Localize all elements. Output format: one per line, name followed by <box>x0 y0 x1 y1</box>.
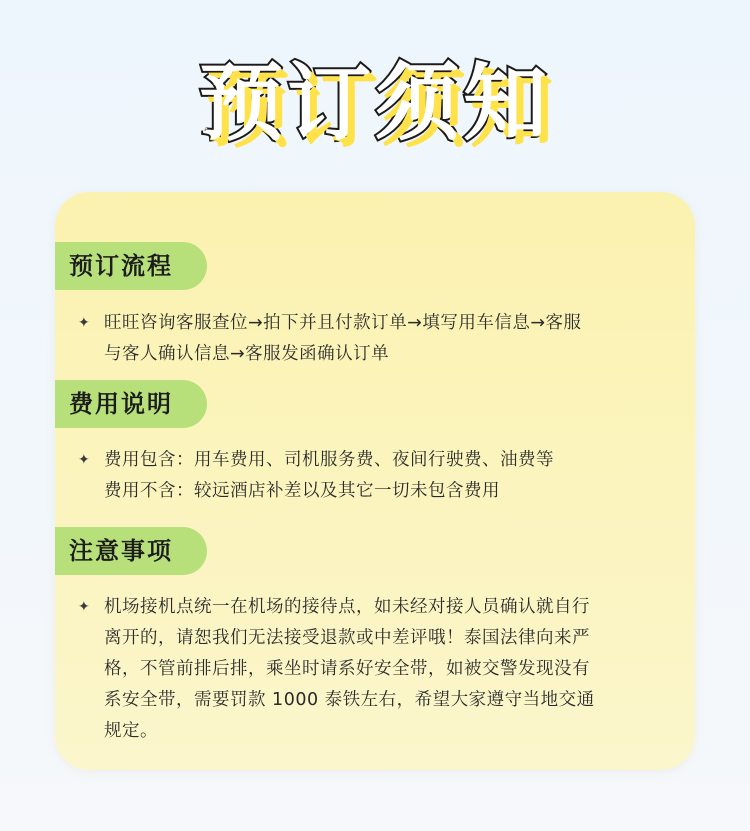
section-heading-booking-process: 预订流程 <box>55 242 207 290</box>
page-title: 预订须知 <box>198 54 551 152</box>
text-line: 机场接机点统一在机场的接待点，如未经对接人员确认就自行 <box>104 597 590 617</box>
four-point-star-icon: ✦ <box>78 599 90 615</box>
four-point-star-icon: ✦ <box>78 452 90 468</box>
text-line: 与客人确认信息→客服发函确认订单 <box>104 344 390 364</box>
section-heading-fee-description: 费用说明 <box>55 380 207 428</box>
list-item <box>78 308 678 370</box>
text-line: 格，不管前排后排，乘坐时请系好安全带，如被交警发现没有 <box>104 659 590 679</box>
text-line: 费用不含：较远酒店补差以及其它一切未包含费用 <box>104 481 500 501</box>
text-line: 系安全带，需要罚款 1000 泰铁左右，希望大家遵守当地交通 <box>104 690 595 710</box>
text-line: 离开的，请恕我们无法接受退款或中差评哦！泰国法律向来严 <box>104 628 590 648</box>
list-item <box>78 592 678 747</box>
four-point-star-icon: ✦ <box>78 315 90 331</box>
list-item-text <box>104 445 678 507</box>
text-line: 规定。 <box>104 721 158 741</box>
text-line: 费用包含：用车费用、司机服务费、夜间行驶费、油费等 <box>104 450 554 470</box>
section-heading-notes: 注意事项 <box>55 527 207 575</box>
list-item <box>78 445 678 507</box>
title-area <box>0 48 750 158</box>
text-line: 旺旺咨询客服查位→拍下并且付款订单→填写用车信息→客服 <box>104 313 582 333</box>
list-item-text <box>104 592 678 747</box>
list-item-text <box>104 308 678 370</box>
